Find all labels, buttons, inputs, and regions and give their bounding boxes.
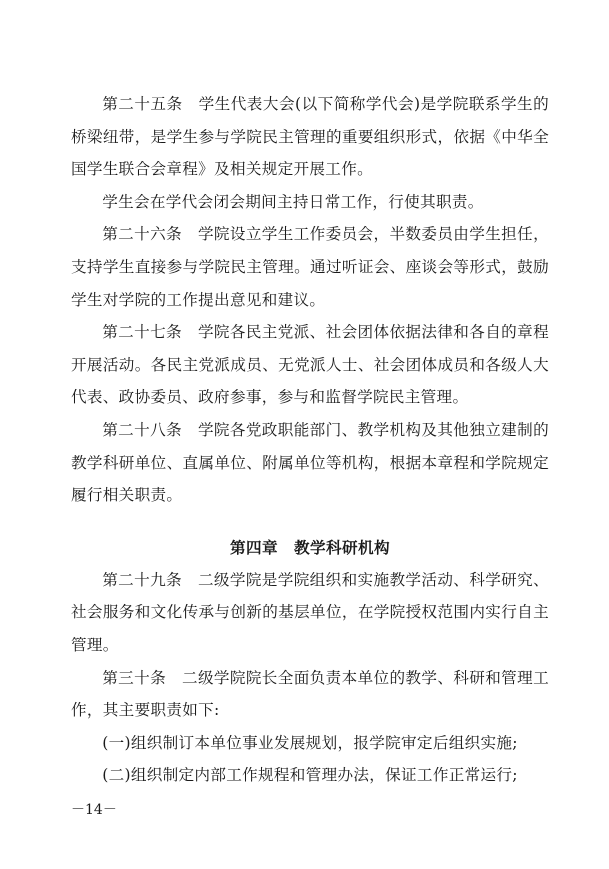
article-29: 第二十九条 二级学院是学院组织和实施教学活动、科学研究、社会服务和文化传承与创新的基层单位，在学院授权范围内实行自主管理。 bbox=[71, 570, 549, 654]
article-28: 第二十八条 学院各党政职能部门、教学机构及其他独立建制的教学科研单位、直属单位、附属单位等机构，根据本章程和学院规定履行相关职责。 bbox=[71, 420, 549, 505]
duty-item-2: (二)组织制定内部工作规程和管理办法，保证工作正常运行; bbox=[102, 766, 518, 785]
article-30: 第三十条 二级学院院长全面负责本单位的教学、科研和管理工作，其主要职责如下: bbox=[71, 668, 549, 720]
article-25: 第二十五条 学生代表大会(以下简称学代会)是学院联系学生的桥梁纽带，是学生参与学院民主管理的重要组织形式，依据《中华全国学生联合会章程》及相关规定开展工作。 bbox=[71, 95, 549, 179]
document-body bbox=[71, 88, 549, 792]
student-union-paragraph: 学生会在学代会闭会期间主持日常工作，行使其职责。 bbox=[102, 192, 484, 211]
duty-item-1: (一)组织制订本单位事业发展规划，报学院审定后组织实施; bbox=[102, 733, 518, 752]
article-27: 第二十七条 学院各民主党派、社会团体依据法律和各自的章程开展活动。各民主党派成员、无党派人士、社会团体成员和各级人大代表、政协委员、政府参事，参与和监督学院民主管理。 bbox=[71, 323, 549, 407]
chapter-heading: 第四章 教学科研机构 bbox=[230, 538, 390, 557]
article-26: 第二十六条 学院设立学生工作委员会，半数委员由学生担任，支持学生直接参与学院民主管理。通过听证会、座谈会等形式，鼓励学生对学院的工作提出意见和建议。 bbox=[71, 225, 549, 309]
page-number: －14－ bbox=[71, 802, 117, 818]
